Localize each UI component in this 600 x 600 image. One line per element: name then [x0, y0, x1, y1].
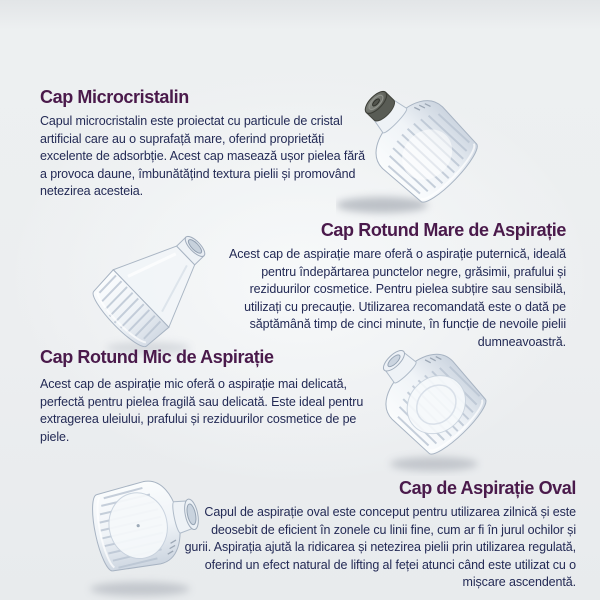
drop-shadow	[336, 197, 428, 213]
drop-shadow	[390, 457, 478, 471]
ribbed-body	[342, 74, 486, 210]
heading-cap-microcristalin: Cap Microcristalin	[40, 87, 189, 107]
drop-shadow	[90, 582, 190, 596]
body-cap-microcristalin: Capul microcristalin este proiectat cu particule de cristal artificial care au o suprafață mare, oferind proprietăți excelente de adsorbție. Acest cap masează ușor pielea fără a provoca daune, îmbunătățind textura pielii și promovând netezirea acesteia.	[40, 114, 365, 198]
heading-cap-rotund-mare: Cap Rotund Mare de Aspirație	[320, 220, 566, 240]
section-cap-rotund-mic	[40, 346, 370, 446]
body-cap-rotund-mare: Acest cap de aspirație mare oferă o aspirație puternică, ideală pentru îndepărtarea punctelor negre, grăsimii, prafului și reziduurilor cosmetice. Pentru pielea subțire sau sensibilă, utilizați cu precauție. Utilizarea recomandată este o dată pe săptămână timp de cinci minute, în funcție de nevoile pielii dumneavoastră.	[229, 247, 566, 349]
ribbed-body	[87, 472, 206, 576]
section-cap-microcristalin	[40, 86, 370, 201]
large-round-suction-head-image	[74, 216, 234, 358]
small-round-suction-head-image	[352, 326, 504, 476]
body-cap-aspiratie-oval: Capul de aspirație oval este conceput pentru utilizarea zilnică și este deosebit de eficient în zonele cu linii fine, cum ar fi în jurul ochilor și gurii. Aspirația ajută la ridicarea și netezirea pielii prin utilizarea regulată, oferind un efect natural de lifting al feței atunci când este utilizat cu o mișcare ascendentă.	[184, 505, 576, 589]
clear-cone-body	[86, 216, 226, 353]
ribbed-body	[360, 327, 494, 461]
oval-suction-head-image	[62, 458, 232, 600]
section-cap-aspiratie-oval	[184, 477, 576, 592]
microcrystalline-head-image	[336, 74, 498, 220]
body-cap-rotund-mic: Acest cap de aspirație mic oferă o aspirație mai delicată, perfectă pentru pielea fragilă sau delicată. Este ideal pentru extragerea uleiului, prafului și reziduurilor cosmetice de pe piele.	[40, 377, 364, 444]
heading-cap-aspiratie-oval: Cap de Aspirație Oval	[399, 478, 576, 498]
heading-cap-rotund-mic: Cap Rotund Mic de Aspirație	[40, 347, 274, 367]
